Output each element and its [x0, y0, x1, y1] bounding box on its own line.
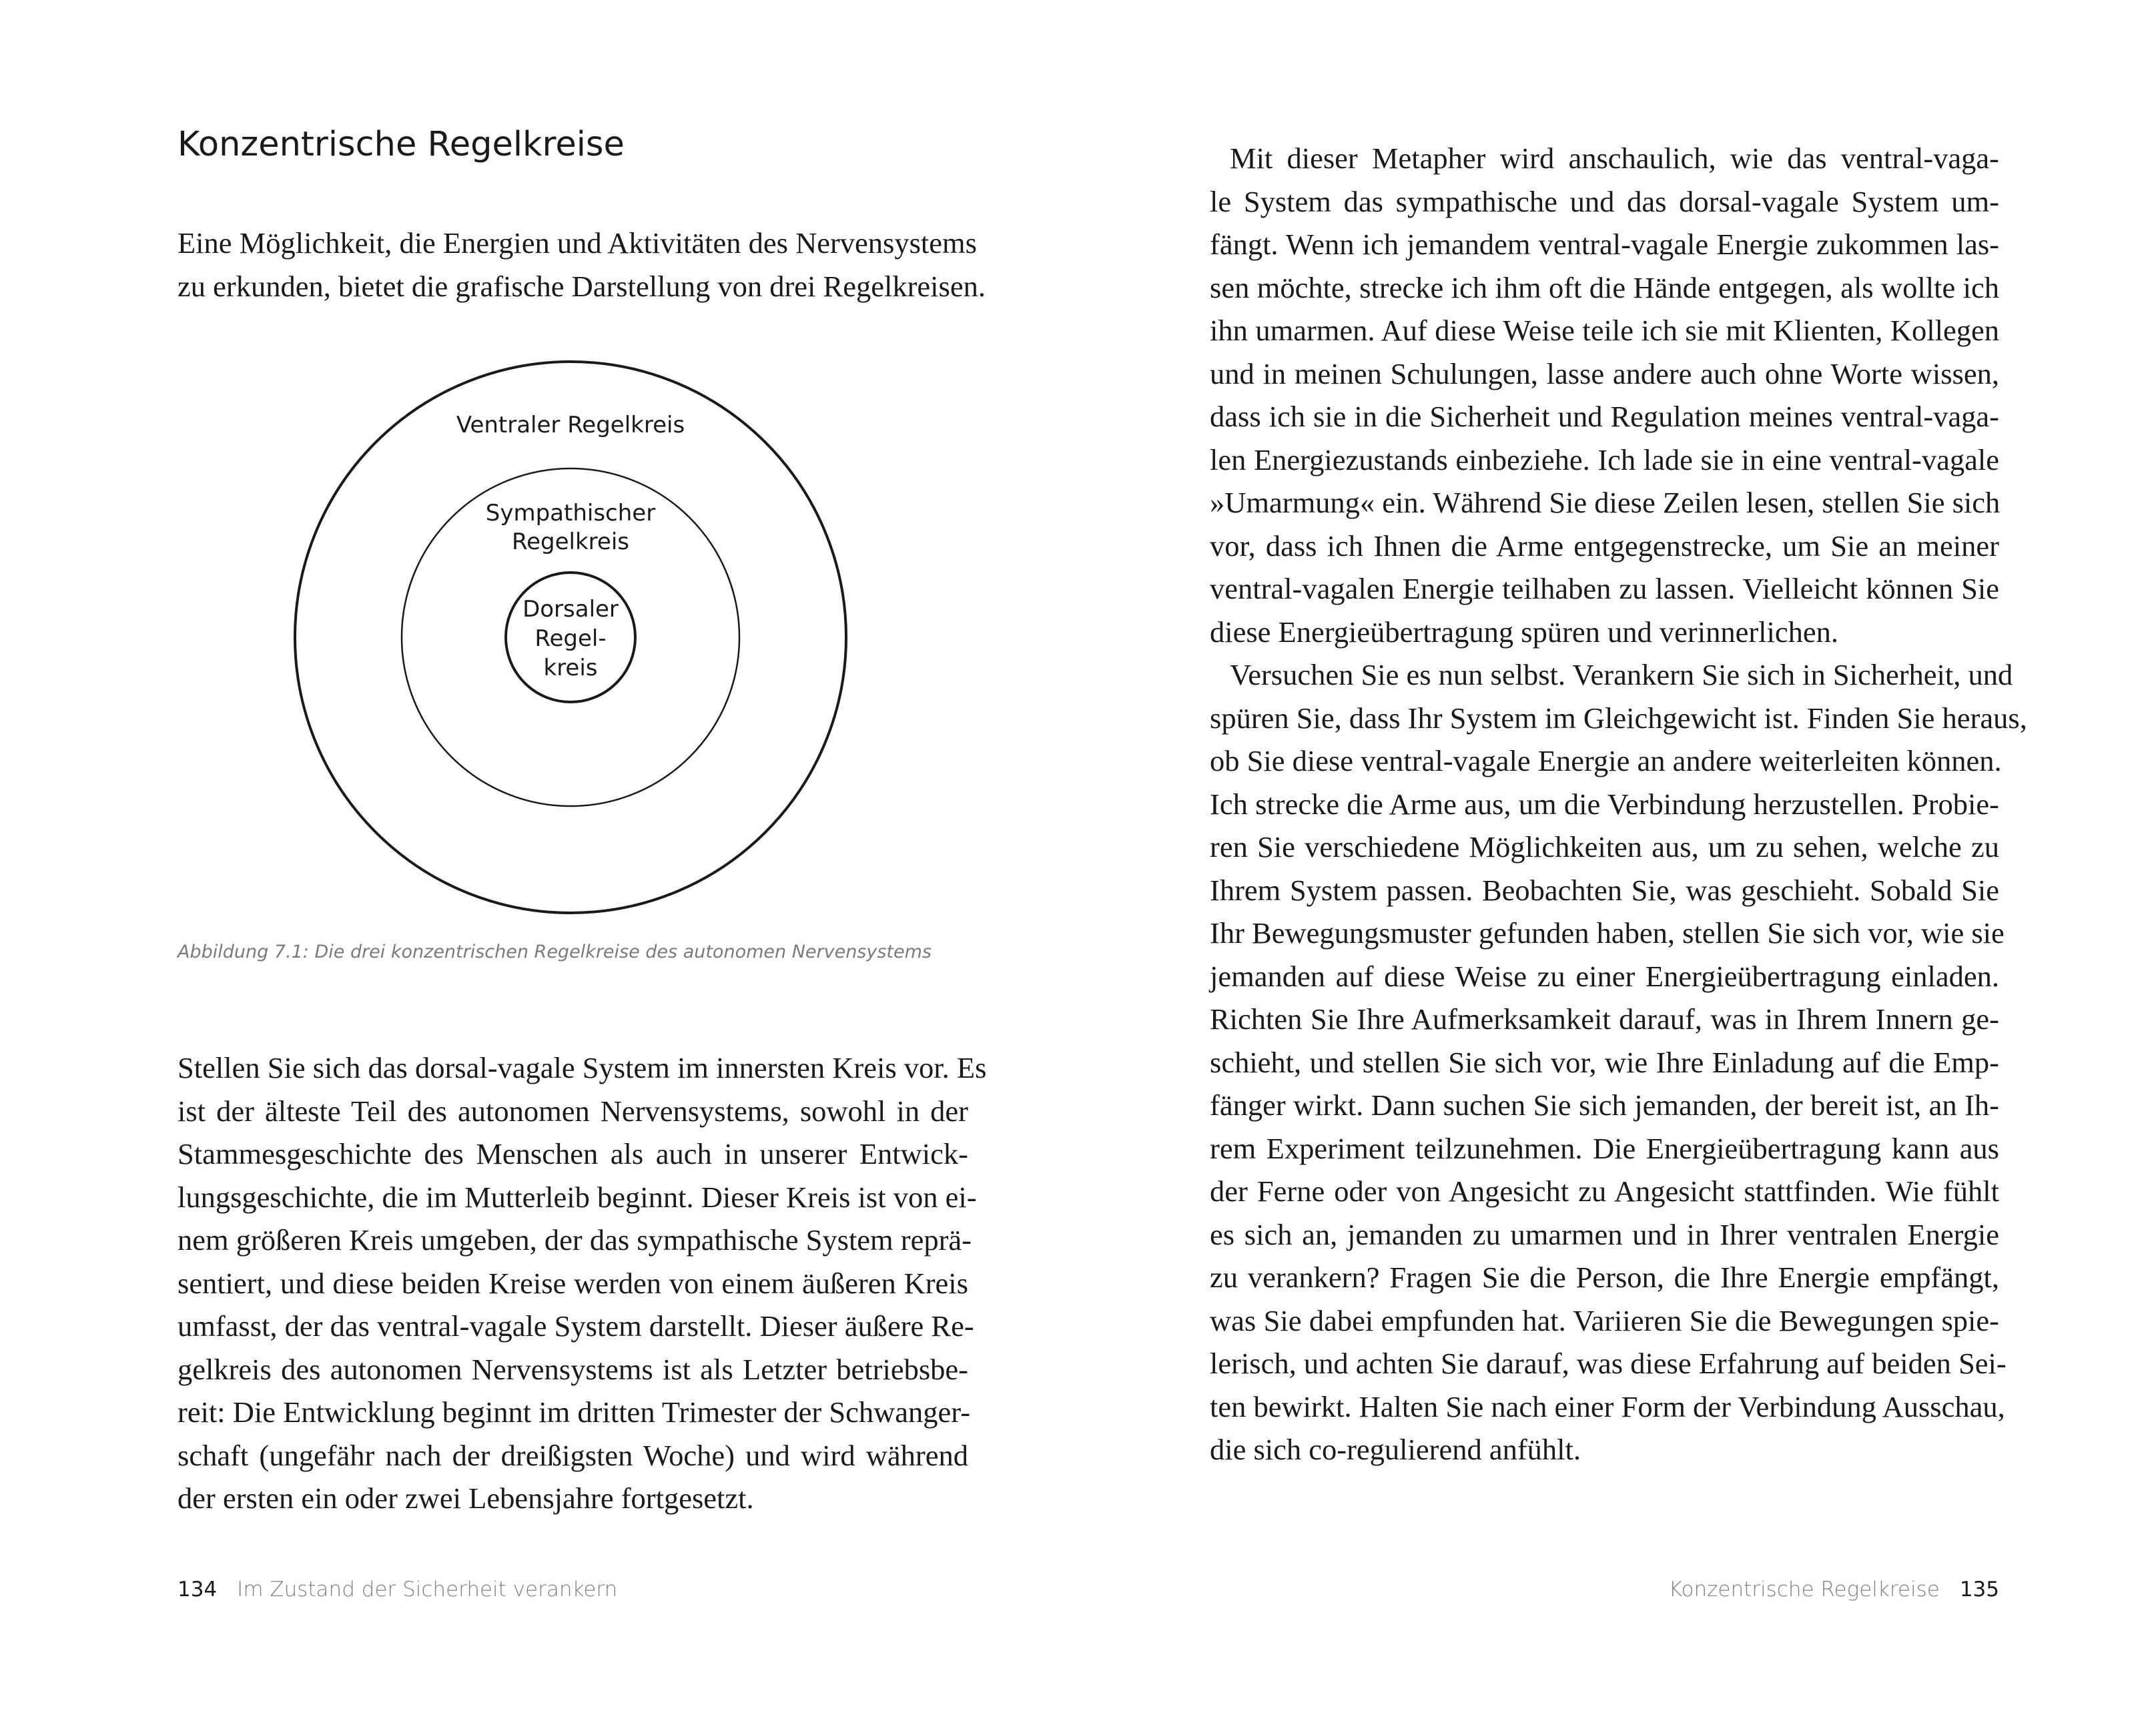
- inner-circle-label-line: Dorsaler: [522, 596, 619, 623]
- running-title: Konzentrische Regelkreise: [1668, 1578, 1940, 1602]
- page-number: 134: [177, 1578, 218, 1602]
- intro-line: Eine Möglichkeit, die Energien und Aktivitäten des Nervensystems: [177, 226, 977, 260]
- paragraph-line: nem größeren Kreis umgeben, der das sympathische System reprä-: [177, 1223, 972, 1257]
- right-page: [1078, 0, 2156, 1717]
- paragraph-line: ventral-vagalen Energie teilhaben zu lassen. Vielleicht können Sie: [1210, 572, 1999, 605]
- left-page-footer: [177, 1575, 617, 1604]
- concentric-circles-diagram: [294, 360, 847, 914]
- paragraph-line: sen möchte, strecke ich ihm oft die Hände entgegen, als wollte ich: [1210, 270, 1999, 304]
- paragraph-line: dass ich sie in die Sicherheit und Regulation meines ventral-vaga-: [1210, 400, 1999, 433]
- inner-circle-label-line: kreis: [543, 655, 598, 681]
- middle-circle-label-line: Sympathischer: [485, 500, 656, 527]
- paragraph-line: spüren Sie, dass Ihr System im Gleichgewicht ist. Finden Sie heraus,: [1210, 701, 2027, 735]
- paragraph-line: der ersten ein oder zwei Lebensjahre fortgesetzt.: [177, 1481, 754, 1515]
- paragraph-line: ihn umarmen. Auf diese Weise teile ich sie mit Klienten, Kollegen: [1210, 314, 1999, 347]
- paragraph-line: Richten Sie Ihre Aufmerksamkeit darauf, was in Ihrem Innern ge-: [1210, 1002, 1999, 1036]
- running-title: Im Zustand der Sicherheit verankern: [237, 1578, 618, 1602]
- paragraph-line: ob Sie diese ventral-vagale Energie an andere weiterleiten können.: [1210, 744, 2002, 777]
- paragraph-line: Stellen Sie sich das dorsal-vagale System im innersten Kreis vor. Es: [177, 1051, 987, 1084]
- paragraph-line: fängt. Wenn ich jemandem ventral-vagale Energie zukommen las-: [1210, 228, 1999, 261]
- paragraph-line: »Umarmung« ein. Während Sie diese Zeilen lesen, stellen Sie sich: [1210, 486, 2001, 519]
- paragraph-line: die sich co-regulierend anfühlt.: [1210, 1433, 1581, 1466]
- paragraph-line: Ihrem System passen. Beobachten Sie, was geschieht. Sobald Sie: [1210, 873, 1999, 907]
- right-body-text: [1210, 137, 2027, 1471]
- paragraph-line: zu verankern? Fragen Sie die Person, die Ihre Energie empfängt,: [1210, 1261, 1999, 1294]
- right-page-footer: [1669, 1575, 1999, 1604]
- paragraph-line: lerisch, und achten Sie darauf, was diese Erfahrung auf beiden Sei-: [1210, 1347, 2007, 1380]
- paragraph-line: und in meinen Schulungen, lasse andere auch ohne Worte wissen,: [1210, 356, 1999, 390]
- paragraph-line: Ihr Bewegungsmuster gefunden haben, stellen Sie sich vor, wie sie: [1210, 916, 2005, 950]
- page-number: 135: [1959, 1578, 1999, 1602]
- paragraph-line: ist der älteste Teil des autonomen Nervensystems, sowohl in der: [177, 1094, 968, 1128]
- paragraph-line: reit: Die Entwicklung beginnt im dritten Trimester der Schwanger-: [177, 1395, 971, 1429]
- concentric-circles-figure: [294, 360, 847, 914]
- paragraph-line: jemanden auf diese Weise zu einer Energieübertragung einladen.: [1210, 959, 1999, 993]
- paragraph-line: diese Energieübertragung spüren und verinnerlichen.: [1210, 615, 1838, 649]
- paragraph-line: Mit dieser Metapher wird anschaulich, wie das ventral-vaga-: [1230, 141, 1999, 175]
- paragraph-line: schieht, und stellen Sie sich vor, wie Ihre Einladung auf die Emp-: [1210, 1045, 1999, 1079]
- middle-circle-label-line: Regelkreis: [512, 529, 629, 555]
- paragraph-line: Versuchen Sie es nun selbst. Verankern Sie sich in Sicherheit, und: [1230, 658, 2013, 691]
- paragraph-line: gelkreis des autonomen Nervensystems ist als Letzter betriebsbe-: [177, 1352, 968, 1386]
- paragraph-line: umfasst, der das ventral-vagale System darstellt. Dieser äußere Re-: [177, 1309, 974, 1343]
- paragraph-line: lungsgeschichte, die im Mutterleib beginnt. Dieser Kreis ist von ei-: [177, 1180, 977, 1214]
- paragraph-line: rem Experiment teilzunehmen. Die Energieübertragung kann aus: [1210, 1131, 1999, 1165]
- paragraph-line: es sich an, jemanden zu umarmen und in Ihrer ventralen Energie: [1210, 1217, 1999, 1251]
- paragraph-line: fänger wirkt. Dann suchen Sie sich jemanden, der bereit ist, an Ih-: [1210, 1088, 1999, 1122]
- paragraph-line: Ich strecke die Arme aus, um die Verbindung herzustellen. Probie-: [1210, 787, 1999, 821]
- paragraph-line: was Sie dabei empfunden hat. Variieren Sie die Bewegungen spie-: [1210, 1303, 1999, 1337]
- paragraph-line: vor, dass ich Ihnen die Arme entgegenstrecke, um Sie an meiner: [1210, 529, 1999, 563]
- paragraph-line: len Energiezustands einbeziehe. Ich lade sie in eine ventral-vagale: [1210, 442, 1999, 476]
- outer-circle-label: Ventraler Regelkreis: [456, 412, 685, 438]
- paragraph-line: le System das sympathische und das dorsal-vagale System um-: [1210, 184, 1999, 218]
- paragraph-line: ren Sie verschiedene Möglichkeiten aus, um zu sehen, welche zu: [1210, 830, 1999, 864]
- section-heading: Konzentrische Regelkreise: [177, 125, 625, 164]
- figure-caption: Abbildung 7.1: Die drei konzentrischen Regelkreise des autonomen Nervensystems: [177, 942, 932, 962]
- paragraph-line: ten bewirkt. Halten Sie nach einer Form der Verbindung Ausschau,: [1210, 1389, 2005, 1423]
- paragraph-line: sentiert, und diese beiden Kreise werden von einem äußeren Kreis: [177, 1266, 968, 1300]
- inner-circle-label-line: Regel-: [534, 625, 607, 652]
- left-body-paragraph: [177, 1046, 987, 1520]
- paragraph-line: schaft (ungefähr nach der dreißigsten Woche) und wird während: [177, 1438, 968, 1472]
- intro-line: zu erkunden, bietet die grafische Darstellung von drei Regelkreisen.: [177, 269, 986, 303]
- paragraph-line: Stammesgeschichte des Menschen als auch in unserer Entwick-: [177, 1137, 968, 1170]
- paragraph-line: der Ferne oder von Angesicht zu Angesicht stattfinden. Wie fühlt: [1210, 1174, 1999, 1208]
- intro-paragraph: [177, 222, 986, 308]
